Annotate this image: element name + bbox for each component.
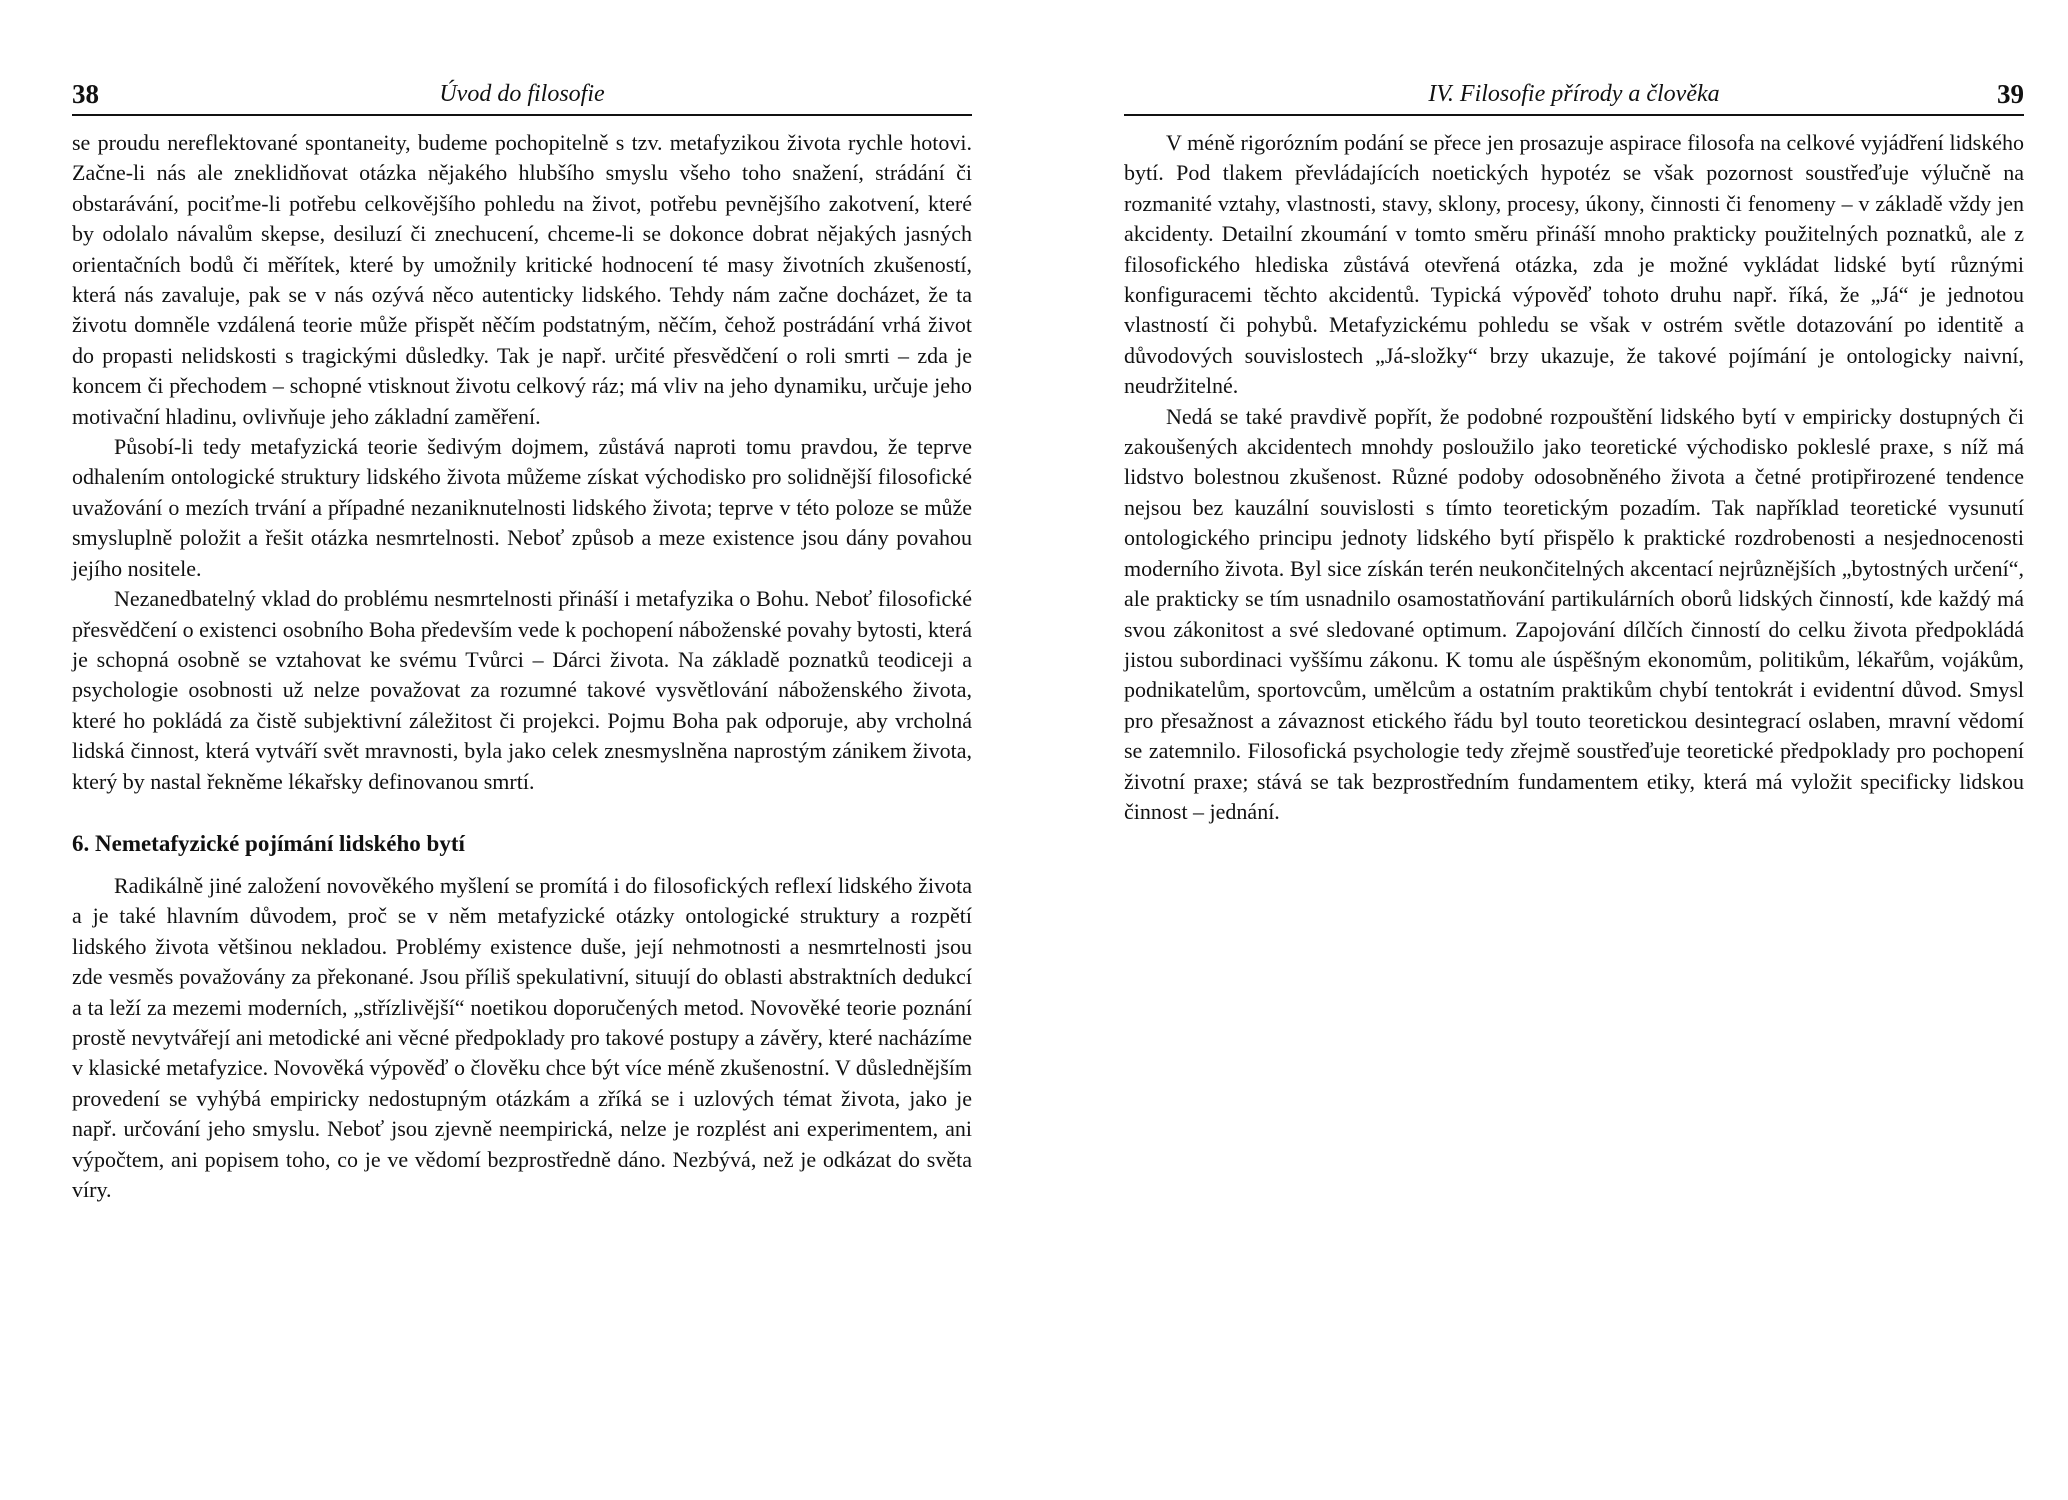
paragraph: Nezanedbatelný vklad do problému nesmrtelnosti přináší i metafyzika o Bohu. Neboť filosofické přesvědčení o existenci osobního Boha především vede k pochopení náboženské povahy bytosti, která je schopná osobně se vztahovat ke svému Tvůrci – Dárci života. Na základě poznatků teodiceji a psychologie osobnosti už nelze považovat za rozumné takové vysvětlování náboženského života, které ho pokládá za čistě subjektivní záležitost či projekci. Pojmu Boha pak odporuje, aby vrcholná lidská činnost, která vytváří svět mravnosti, byla jako celek znesmyslněna naprostým zánikem života, který by nastal řekněme lékařsky definovanou smrtí. — [72, 586, 972, 794]
paragraph: V méně rigorózním podání se přece jen prosazuje aspirace filosofa na celkové vyjádření lidského bytí. Pod tlakem převládajících noetických hypotéz se však pozornost soustřeďuje výlučně na rozmanité vztahy, vlastnosti, stavy, sklony, procesy, úkony, činnosti či fenomeny – v základě vždy jen akcidenty. Detailní zkoumání v tomto směru přináší mnoho prakticky použitelných poznatků, ale z filosofického hlediska zůstává otevřená otázka, zda je možné vykládat lidské bytí různými konfiguracemi těchto akcidentů. Typická výpověď tohoto druhu např. říká, že „Já“ je jednotou vlastností či pohybů. Metafyzickému pohledu se však v ostrém světle dotazování po identitě a důvodových souvislostech „Já-složky“ brzy ukazuje, že takové pojímání je ontologicky naivní, neudržitelné. — [1124, 130, 2024, 399]
right-running-title: IV. Filosofie přírody a člověka — [1428, 81, 1720, 107]
right-body-text — [1124, 128, 2024, 827]
paragraph: Působí-li tedy metafyzická teorie šedivým dojmem, zůstává naproti tomu pravdou, že teprve odhalením ontologické struktury lidského života můžeme získat východisko pro solidnější filosofické uvažování o mezích trvání a případné nezaniknutelnosti lidského života; teprve v této poloze se může smysluplně položit a řešit otázka nesmrtelnosti. Neboť způsob a meze existence jsou dány povahou jejího nositele. — [72, 434, 972, 581]
left-body-text — [72, 128, 972, 1205]
left-running-title: Úvod do filosofie — [439, 81, 605, 107]
right-running-head — [1124, 74, 2024, 116]
section-heading: 6. Nemetafyzické pojímání lidského bytí — [72, 830, 465, 856]
right-page — [1034, 0, 2068, 1500]
left-running-head — [72, 74, 972, 116]
paragraph: Nedá se také pravdivě popřít, že podobné rozpouštění lidského bytí v empiricky dostupných či zakoušených akcidentech mnohdy posloužilo jako teoretické východisko pokleslé praxe, s níž má lidstvo bolestnou zkušenost. Různé podoby odosobněného života a četné protipřirozené tendence nejsou bez kauzální souvislosti s tímto teoretickým pozadím. Tak například teoretické vysunutí ontologického principu jednoty lidského bytí přispělo k praktické rozdrobenosti a nesjednocenosti moderního života. Byl sice získán terén neukončitelných akcentací nejrůznějších „bytostných určení“, ale prakticky se tím usnadnilo osamostatňování partikulárních oborů lidských činností, kde každý má svou zákonitost a své sledované optimum. Zapojování dílčích činností do celku života předpokládá jistou subordinaci vyššímu zákonu. K tomu ale úspěšným ekonomům, politikům, lékařům, vojákům, podnikatelům, sportovcům, umělcům a ostatním praktikům chybí tentokrát i evidentní důvod. Smysl pro přesažnost a závaznost etického řádu byl touto teoretickou desintegrací oslaben, mravní vědomí se zatemnilo. Filosofická psychologie tedy zřejmě soustřeďuje teoretické předpoklady pro pochopení životní praxe; stává se tak bezprostředním fundamentem etiky, která má vyložit specificky lidskou činnost – jednání. — [1124, 403, 2024, 824]
right-page-number: 39 — [1997, 79, 2024, 109]
left-page-number: 38 — [72, 79, 99, 109]
paragraph: se proudu nereflektované spontaneity, budeme pochopitelně s tzv. metafyzikou života rychle hotovi. Začne-li nás ale zneklidňovat otázka nějakého hlubšího smyslu všeho toho snažení, strádání či obstarávání, pociťme-li potřebu celkovějšího pohledu na život, potřebu pevnějšího zakotvení, které by odolalo návalům skepse, desiluzí či znechucení, chceme-li se dokonce dobrat nějakých jasných orientačních bodů či měřítek, které by umožnily kritické hodnocení té masy životních zkušeností, která nás zavaluje, pak se v nás ozývá něco autenticky lidského. Tehdy nám začne docházet, že ta životu domněle vzdálená teorie může přispět něčím podstatným, něčím, čehož postrádání vrhá život do propasti nelidskosti s tragickými důsledky. Tak je např. určité přesvědčení o roli smrti – zda je koncem či přechodem – schopné vtisknout životu celkový ráz; má vliv na jeho dynamiku, určuje jeho motivační hladinu, ovlivňuje jeho základní zaměření. — [72, 130, 972, 429]
paragraph: Radikálně jiné založení novověkého myšlení se promítá i do filosofických reflexí lidského života a je také hlavním důvodem, proč se v něm metafyzické otázky ontologické struktury a rozpětí lidského života většinou nekladou. Problémy existence duše, její nehmotnosti a nesmrtelnosti jsou zde vesměs považovány za překonané. Jsou příliš spekulativní, situují do oblasti abstraktních dedukcí a ta leží za mezemi moderních, „střízlivější“ noetikou doporučených metod. Novověké teorie poznání prostě nevytvářejí ani metodické ani věcné předpoklady pro takové postupy a závěry, které nacházíme v klasické metafyzice. Novověká výpověď o člověku chce být více méně zkušenostní. V důslednějším provedení se vyhýbá empiricky nedostupným otázkám a zříká se i uzlových témat života, jako je např. určování jeho smyslu. Neboť jsou zjevně neempirická, nelze je rozplést ani experimentem, ani výpočtem, ani popisem toho, co je ve vědomí bezprostředně dáno. Nezbývá, než je odkázat do světa víry. — [72, 872, 972, 1202]
